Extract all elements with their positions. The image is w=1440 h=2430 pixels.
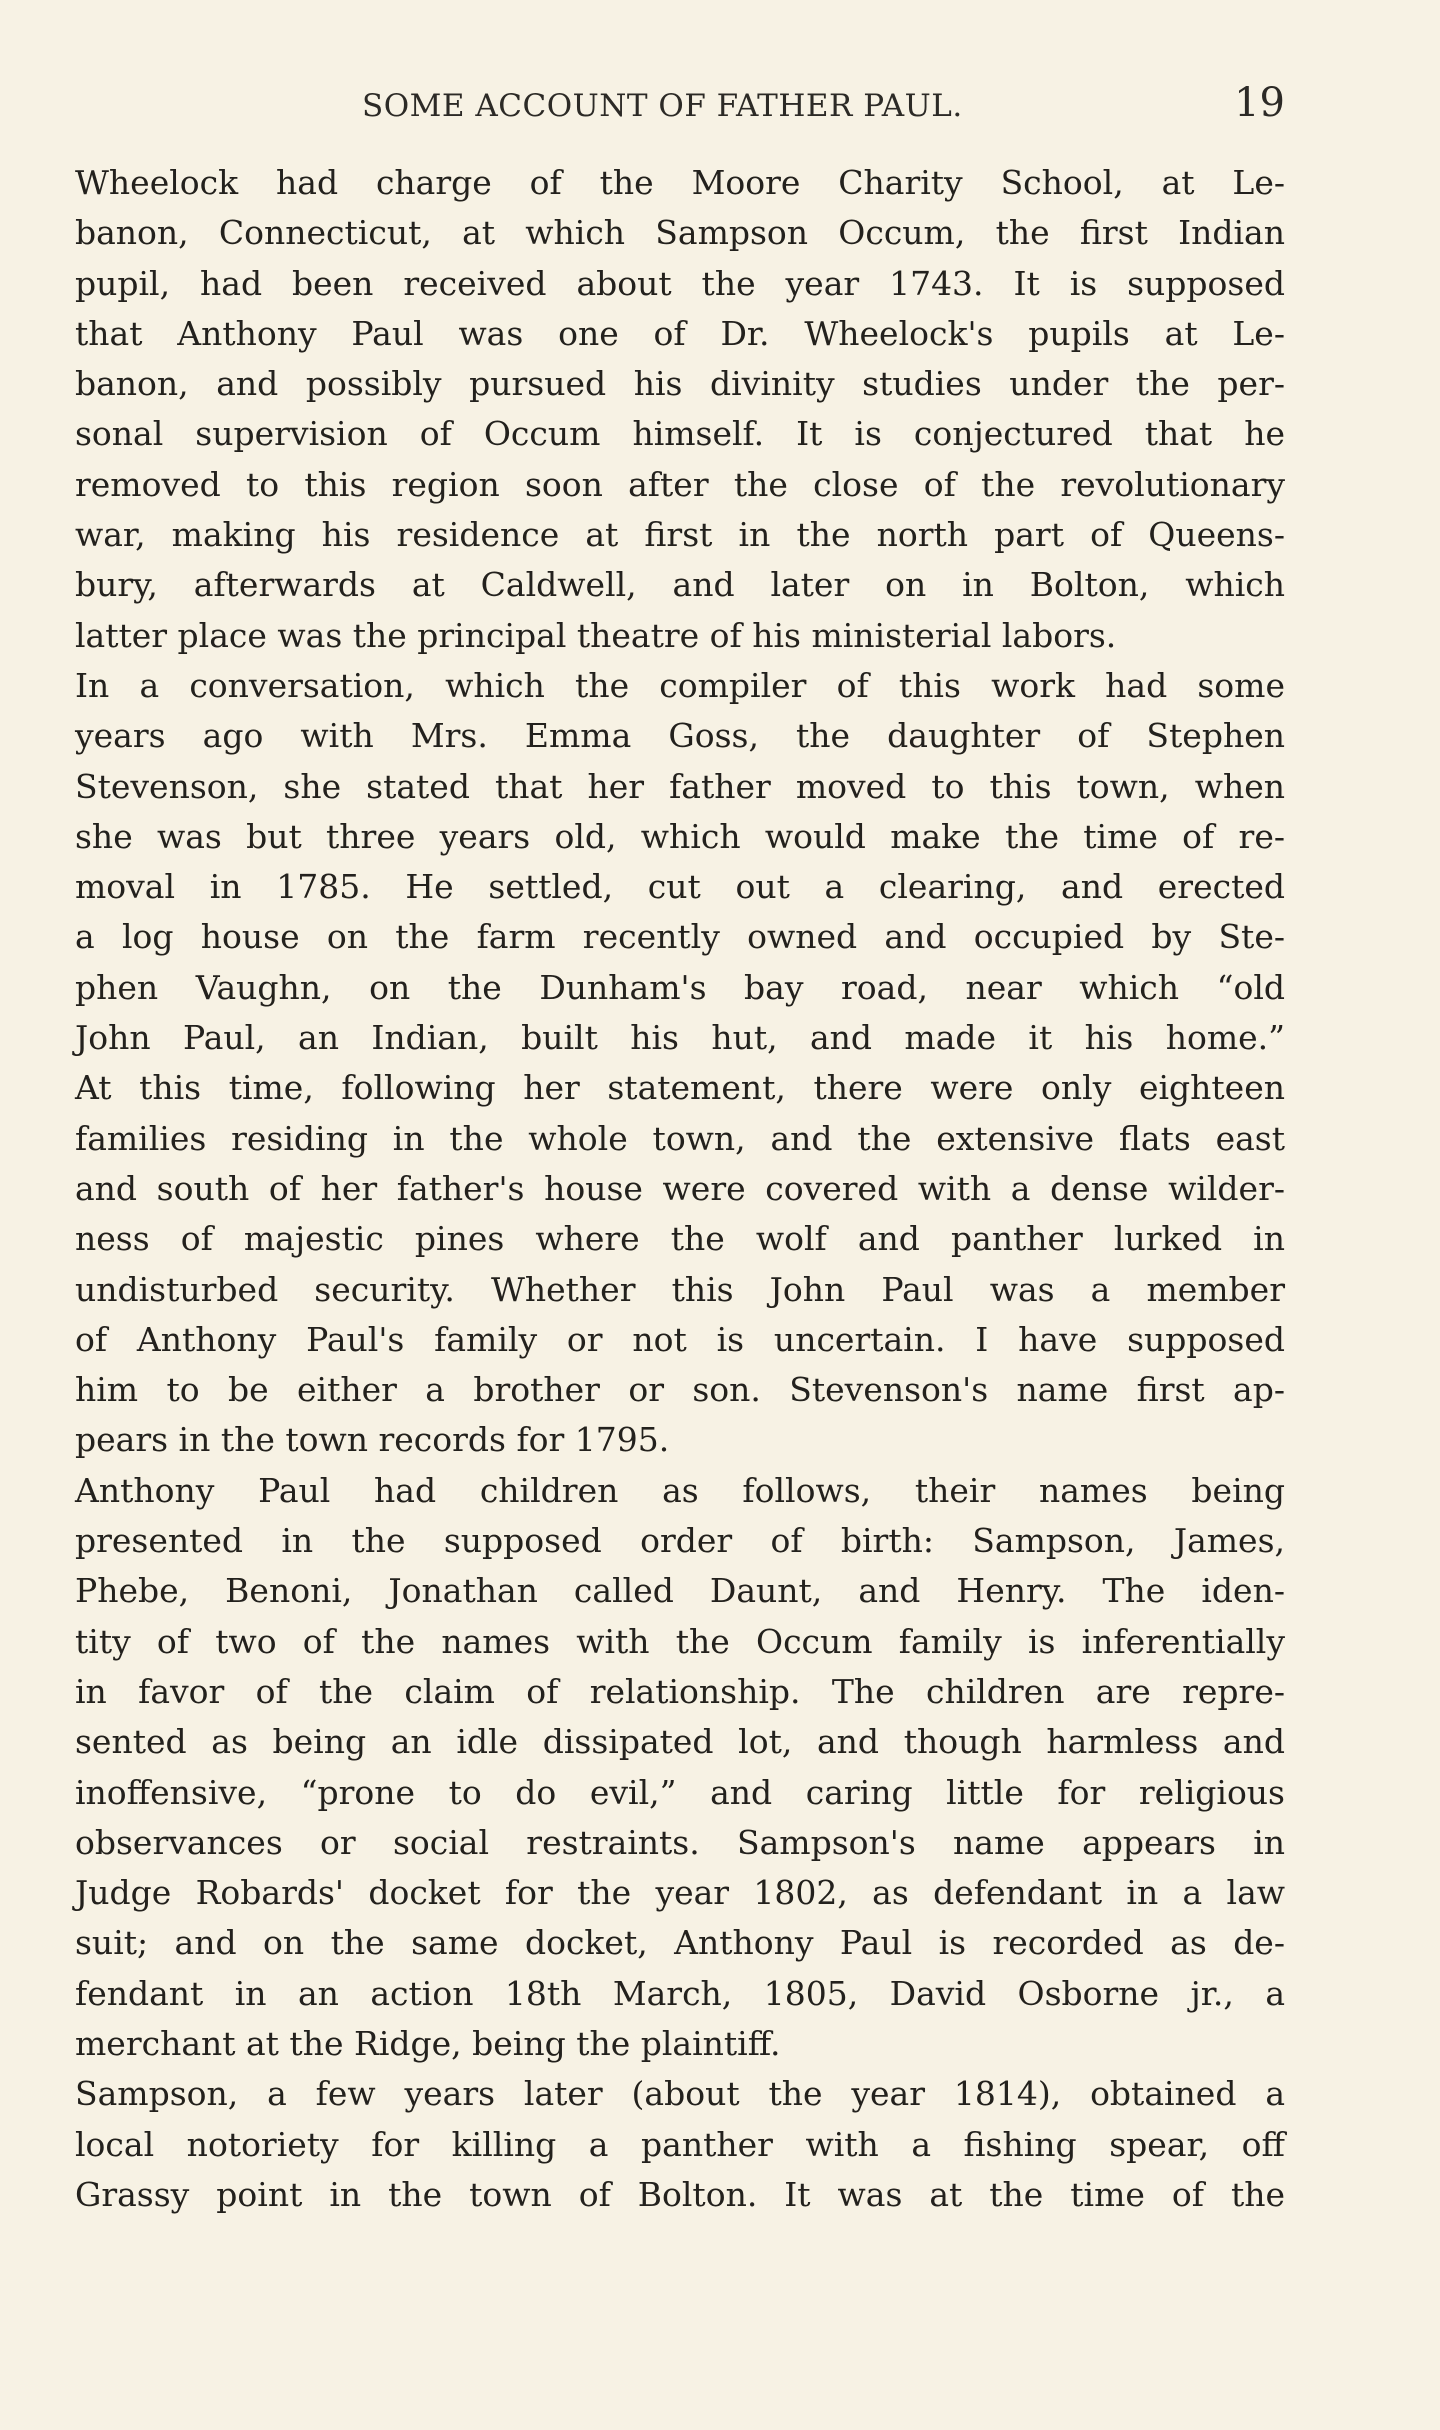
- text-line: pears in the town records for 1795.: [75, 1420, 670, 1460]
- text-line: Judge Robards' docket for the year 1802, as defendant in a law: [75, 1873, 1285, 1913]
- running-head: SOME ACCOUNT OF FATHER PAUL.: [362, 88, 963, 124]
- text-line: merchant at the Ridge, being the plaintiff.: [75, 2023, 781, 2063]
- text-line: Sampson, a few years later (about the year 1814), obtained a: [75, 2074, 1285, 2114]
- text-line: banon, and possibly pursued his divinity studies under the per-: [75, 364, 1285, 404]
- text-line: Grassy point in the town of Bolton. It was at the time of the: [75, 2174, 1285, 2214]
- text-line: sonal supervision of Occum himself. It is conjectured that he: [75, 414, 1285, 454]
- text-line: Wheelock had charge of the Moore Charity School, at Le-: [75, 163, 1285, 202]
- text-line: years ago with Mrs. Emma Goss, the daughter of Stephen: [75, 716, 1285, 756]
- text-line: in favor of the claim of relationship. The children are repre-: [75, 1671, 1285, 1711]
- text-line: inoffensive, “prone to do evil,” and caring little for religious: [75, 1772, 1285, 1812]
- text-line: suit; and on the same docket, Anthony Paul is recorded as de-: [75, 1923, 1285, 1963]
- text-line: undisturbed security. Whether this John Paul was a member: [75, 1269, 1285, 1309]
- text-line: presented in the supposed order of birth: Sampson, James,: [75, 1521, 1285, 1561]
- text-line: fendant in an action 18th March, 1805, David Osborne jr., a: [75, 1973, 1285, 2013]
- text-line: Phebe, Benoni, Jonathan called Daunt, and Henry. The iden-: [75, 1571, 1285, 1611]
- text-line: sented as being an idle dissipated lot, and though harmless and: [75, 1722, 1285, 1762]
- text-line: John Paul, an Indian, built his hut, and made it his home.”: [75, 1018, 1285, 1058]
- text-line: bury, afterwards at Caldwell, and later on in Bolton, which: [75, 565, 1285, 605]
- text-line: local notoriety for killing a panther with a fishing spear, off: [75, 2124, 1285, 2164]
- text-line: Stevenson, she stated that her father moved to this town, when: [75, 766, 1285, 806]
- text-line: observances or social restraints. Sampson's name appears in: [75, 1822, 1285, 1862]
- text-line: of Anthony Paul's family or not is uncertain. I have supposed: [75, 1319, 1285, 1359]
- text-line: moval in 1785. He settled, cut out a clearing, and erected: [75, 867, 1285, 907]
- text-line: she was but three years old, which would make the time of re-: [75, 816, 1285, 856]
- text-line: pupil, had been received about the year 1743. It is supposed: [75, 263, 1285, 303]
- text-line: him to be either a brother or son. Stevenson's name first ap-: [75, 1370, 1285, 1410]
- text-line: latter place was the principal theatre of his ministerial labors.: [75, 615, 1117, 655]
- page-header: [75, 80, 1285, 130]
- text-line: banon, Connecticut, at which Sampson Occum, the first Indian: [75, 213, 1285, 253]
- text-line: tity of two of the names with the Occum family is inferentially: [75, 1621, 1285, 1661]
- text-line: phen Vaughn, on the Dunham's bay road, near which “old: [75, 967, 1285, 1007]
- text-line: Anthony Paul had children as follows, their names being: [75, 1470, 1285, 1510]
- text-line: a log house on the farm recently owned and occupied by Ste-: [75, 917, 1285, 957]
- page-number: 19: [1234, 80, 1285, 126]
- text-line: families residing in the whole town, and the extensive flats east: [75, 1118, 1285, 1158]
- body-text: [75, 158, 1285, 2220]
- text-line: removed to this region soon after the close of the revolutionary: [75, 464, 1285, 504]
- text-line: In a conversation, which the compiler of this work had some: [75, 665, 1285, 705]
- text-line: that Anthony Paul was one of Dr. Wheelock's pupils at Le-: [75, 313, 1285, 353]
- text-line: ness of majestic pines where the wolf and panther lurked in: [75, 1219, 1285, 1259]
- text-line: At this time, following her statement, there were only eighteen: [75, 1068, 1285, 1108]
- text-line: war, making his residence at first in the north part of Queens-: [75, 515, 1285, 555]
- text-line: and south of her father's house were covered with a dense wilder-: [75, 1168, 1285, 1208]
